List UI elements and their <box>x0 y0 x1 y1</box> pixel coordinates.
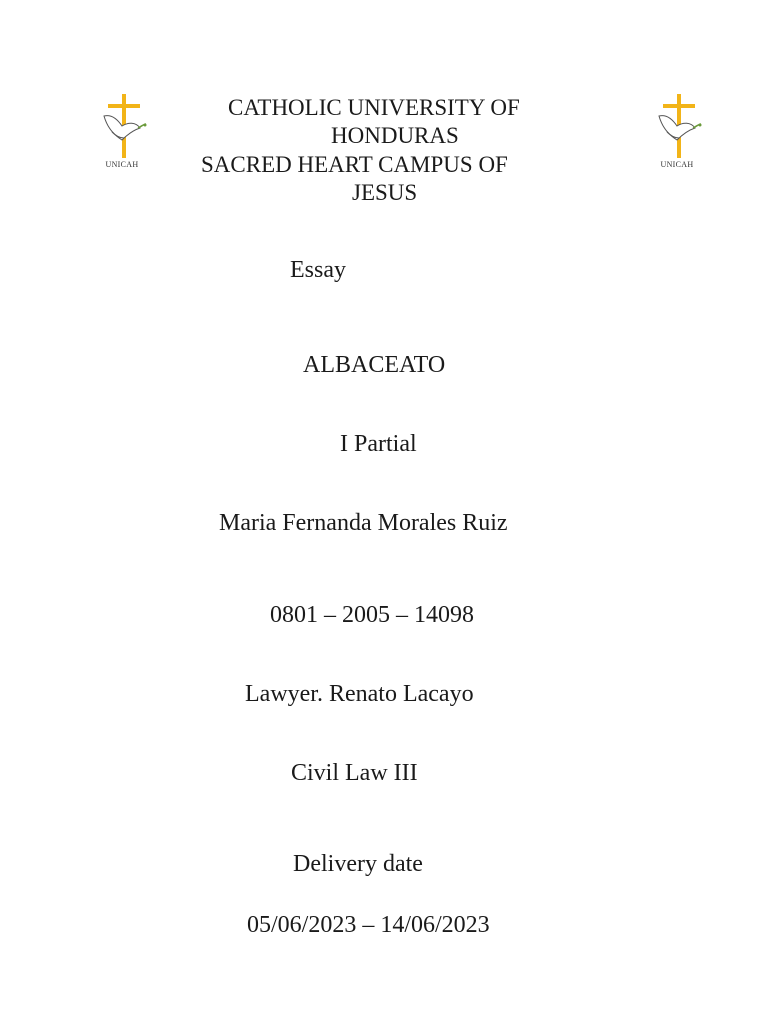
student-name: Maria Fernanda Morales Ruiz <box>219 510 508 536</box>
partial-label: I Partial <box>340 431 417 457</box>
unicah-logo-right <box>637 86 717 176</box>
logo-text-right: UNICAH <box>660 160 694 169</box>
campus-name-line1: SACRED HEART CAMPUS OF <box>201 152 508 177</box>
course-name: Civil Law III <box>291 760 418 786</box>
teacher-name: Lawyer. Renato Lacayo <box>245 681 474 707</box>
cross-dove-icon <box>637 86 717 158</box>
campus-name-line2: JESUS <box>352 180 418 205</box>
university-name-line2: HONDURAS <box>331 123 459 148</box>
cross-dove-icon <box>82 86 162 158</box>
university-name-line1: CATHOLIC UNIVERSITY OF <box>228 95 520 120</box>
unicah-logo-left <box>82 86 162 176</box>
delivery-dates: 05/06/2023 – 14/06/2023 <box>247 912 490 938</box>
logo-text-left: UNICAH <box>105 160 139 169</box>
document-type: Essay <box>290 257 346 283</box>
essay-title: ALBACEATO <box>303 352 446 378</box>
student-id: 0801 – 2005 – 14098 <box>270 602 474 628</box>
delivery-date-label: Delivery date <box>293 851 423 877</box>
